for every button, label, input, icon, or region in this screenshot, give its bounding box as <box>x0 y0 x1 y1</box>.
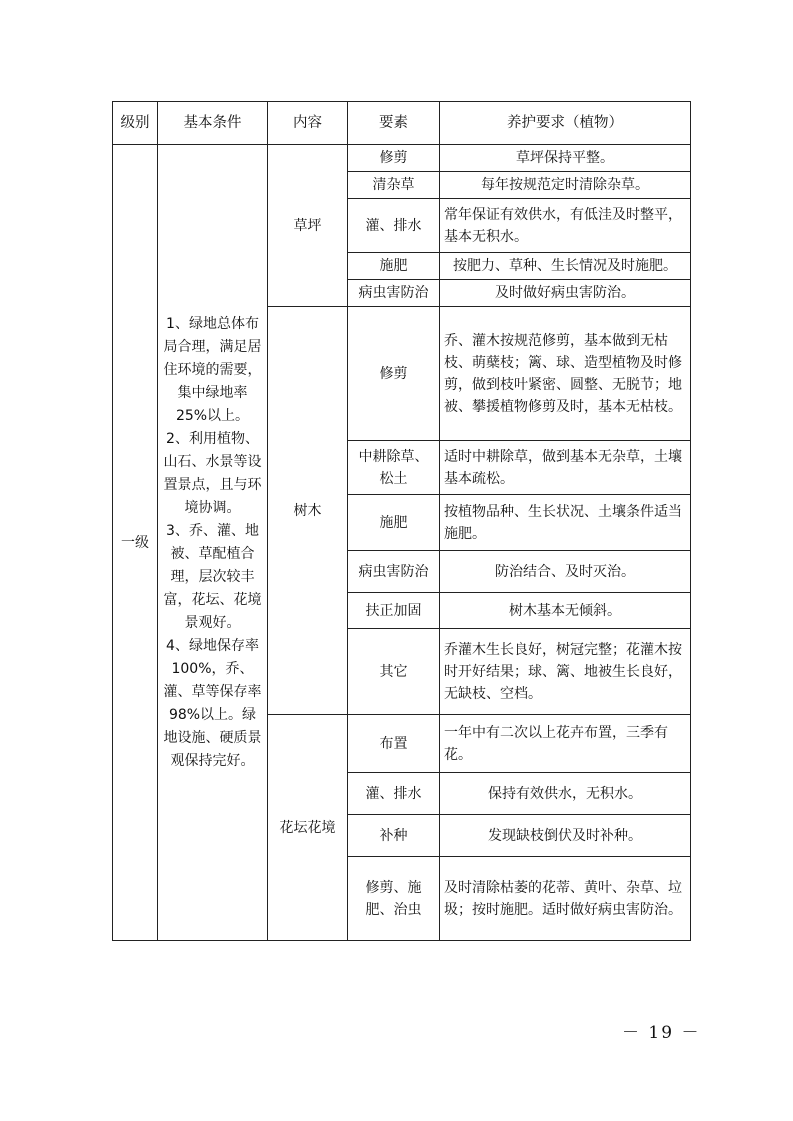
content-cell-trees: 树木 <box>268 307 348 715</box>
element-cell: 清杂草 <box>348 172 440 199</box>
element-cell: 布置 <box>348 715 440 773</box>
basic-condition-1: 1、绿地总体布局合理，满足居住环境的需要，集中绿地率 25%以上。 <box>163 315 262 424</box>
element-cell: 病虫害防治 <box>348 280 440 307</box>
maintenance-standard-table <box>112 101 691 941</box>
requirement-cell: 适时中耕除草，做到基本无杂草，土壤基本疏松。 <box>440 441 691 495</box>
requirement-cell: 及时清除枯萎的花蒂、黄叶、杂草、垃圾；按时施肥。适时做好病虫害防治。 <box>440 857 691 941</box>
table-header-row <box>113 102 691 145</box>
page-number: － 19 － <box>622 1023 701 1043</box>
basic-conditions-cell <box>158 145 268 941</box>
requirement-cell: 一年中有二次以上花卉布置，三季有花。 <box>440 715 691 773</box>
element-cell: 补种 <box>348 815 440 857</box>
element-cell: 施肥 <box>348 253 440 280</box>
requirement-cell: 乔灌木生长良好，树冠完整；花灌木按时开好结果；球、篱、地被生长良好，无缺枝、空档。 <box>440 629 691 715</box>
requirement-cell: 草坪保持平整。 <box>440 145 691 172</box>
element-cell: 修剪 <box>348 307 440 441</box>
basic-condition-4: 4、绿地保存率100%，乔、灌、草等保存率 98%以上。绿地设施、硬质景观保持完好。 <box>163 637 262 769</box>
header-content: 内容 <box>268 102 348 145</box>
element-cell: 灌、排水 <box>348 773 440 815</box>
header-element: 要素 <box>348 102 440 145</box>
basic-condition-2: 2、利用植物、山石、水景等设置景点，且与环境协调。 <box>163 430 262 516</box>
requirement-cell: 乔、灌木按规范修剪，基本做到无枯枝、萌蘖枝；篱、球、造型植物及时修剪，做到枝叶紧密、圆整、无脱节；地被、攀援植物修剪及时，基本无枯枝。 <box>440 307 691 441</box>
requirement-cell: 每年按规范定时清除杂草。 <box>440 172 691 199</box>
header-basic-conditions: 基本条件 <box>158 102 268 145</box>
element-cell: 修剪 <box>348 145 440 172</box>
requirement-cell: 按肥力、草种、生长情况及时施肥。 <box>440 253 691 280</box>
element-cell: 中耕除草、松土 <box>348 441 440 495</box>
element-cell: 病虫害防治 <box>348 551 440 593</box>
table-row <box>113 145 691 172</box>
header-level: 级别 <box>113 102 158 145</box>
requirement-cell: 及时做好病虫害防治。 <box>440 280 691 307</box>
requirement-cell: 常年保证有效供水，有低洼及时整平，基本无积水。 <box>440 199 691 253</box>
element-cell: 扶正加固 <box>348 593 440 629</box>
requirement-cell: 发现缺枝倒伏及时补种。 <box>440 815 691 857</box>
element-cell: 其它 <box>348 629 440 715</box>
element-cell: 灌、排水 <box>348 199 440 253</box>
level-cell: 一级 <box>113 145 158 941</box>
content-cell-lawn: 草坪 <box>268 145 348 307</box>
requirement-cell: 按植物品种、生长状况、土壤条件适当施肥。 <box>440 495 691 551</box>
requirement-cell: 树木基本无倾斜。 <box>440 593 691 629</box>
element-cell: 施肥 <box>348 495 440 551</box>
requirement-cell: 防治结合、及时灭治。 <box>440 551 691 593</box>
element-cell: 修剪、施肥、治虫 <box>348 857 440 941</box>
content-cell-flowerbeds: 花坛花境 <box>268 715 348 941</box>
header-requirement: 养护要求（植物） <box>440 102 691 145</box>
requirement-cell: 保持有效供水，无积水。 <box>440 773 691 815</box>
basic-condition-3: 3、乔、灌、地被、草配植合理，层次较丰富，花坛、花境景观好。 <box>163 522 262 631</box>
